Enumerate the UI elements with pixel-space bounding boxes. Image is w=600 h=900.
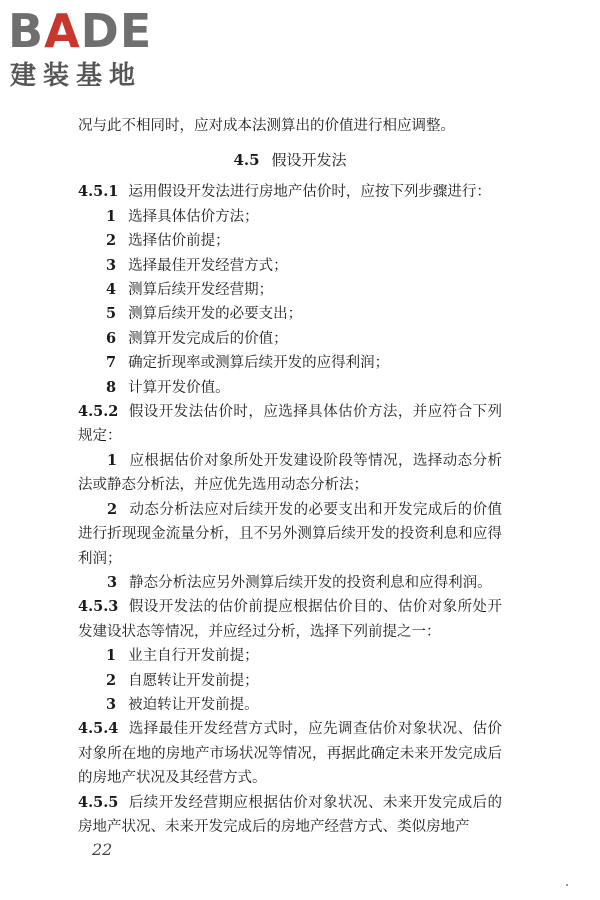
- clause-4-5-2: [78, 400, 502, 449]
- list-item: 4 测算后续开发经营期；: [106, 281, 274, 299]
- section-title: 假设开发法: [271, 151, 347, 170]
- bade-logo: [8, 6, 178, 98]
- list-item: 8 计算开发价值。: [106, 378, 230, 396]
- list-item: 1 选择具体估价方法；: [106, 207, 259, 225]
- clause-number: 4.5.1: [78, 183, 119, 201]
- clause-text: 后续开发经营期应根据估价对象状况、未来开发完成后的房地产状况、未来开发完成后的房地产经营方式、类似房地产: [78, 794, 502, 835]
- list-item: 5 测算后续开发的必要支出；: [106, 305, 303, 323]
- list-item: 2 自愿转让开发前提；: [106, 671, 259, 689]
- clause-number: 4.5.5: [78, 793, 119, 811]
- document-body: [78, 114, 502, 839]
- logo-wordmark: BADE: [8, 4, 153, 58]
- list-item: 1 应根据估价对象所处开发建设阶段等情况，选择动态分析法或静态分析法，并应优先选用动态分析法；: [78, 451, 502, 494]
- logo-accent-letter: A: [44, 4, 81, 58]
- section-number: 4.5: [233, 151, 260, 170]
- scan-speck: [566, 884, 568, 886]
- logo-subtitle: 建装基地: [10, 61, 143, 91]
- list-item: 1 业主自行开发前提；: [106, 647, 259, 665]
- page-number: 22: [92, 840, 113, 859]
- clause-number: 4.5.2: [78, 403, 119, 421]
- list-item: 2 选择估价前提；: [106, 232, 230, 250]
- list-item: 3 选择最佳开发经营方式；: [106, 256, 288, 274]
- list-item: 2 动态分析法应对后续开发的必要支出和开发完成后的价值进行折现现金流量分析，且不另外测算后续开发的投资利息和应得利润；: [78, 500, 502, 567]
- clause-4-5-3: [78, 595, 502, 644]
- list-item: 3 被迫转让开发前提。: [106, 695, 259, 713]
- clause-text: 选择最佳开发经营方式时，应先调查估价对象状况、估价对象所在地的房地产市场状况等情况，再据此确定未来开发完成后的房地产状况及其经营方式。: [78, 721, 502, 787]
- clause-4-5-5: [78, 791, 502, 840]
- list-item: 7 确定折现率或测算后续开发的应得利润；: [106, 354, 390, 372]
- list-item: 6 测算开发完成后的价值；: [106, 329, 288, 347]
- clause-text: 假设开发法估价时，应选择具体估价方法，并应符合下列规定：: [78, 404, 502, 445]
- clause-text: 假设开发法的估价前提应根据估价目的、估价对象所处开发建设状态等情况，并应经过分析，选择下列前提之一：: [78, 599, 502, 640]
- clause-number: 4.5.4: [78, 720, 119, 738]
- clause-4-5-4: [78, 717, 502, 790]
- clause-number: 4.5.3: [78, 598, 119, 616]
- clause-4-5-1: [78, 180, 502, 204]
- section-heading: [78, 148, 502, 172]
- intro-paragraph: 况与此不相同时，应对成本法测算出的价值进行相应调整。: [78, 118, 455, 134]
- clause-text: 运用假设开发法进行房地产估价时，应按下列步骤进行：: [128, 184, 491, 201]
- list-item: 3 静态分析法应另外测算后续开发的投资利息和应得利润。: [107, 573, 492, 591]
